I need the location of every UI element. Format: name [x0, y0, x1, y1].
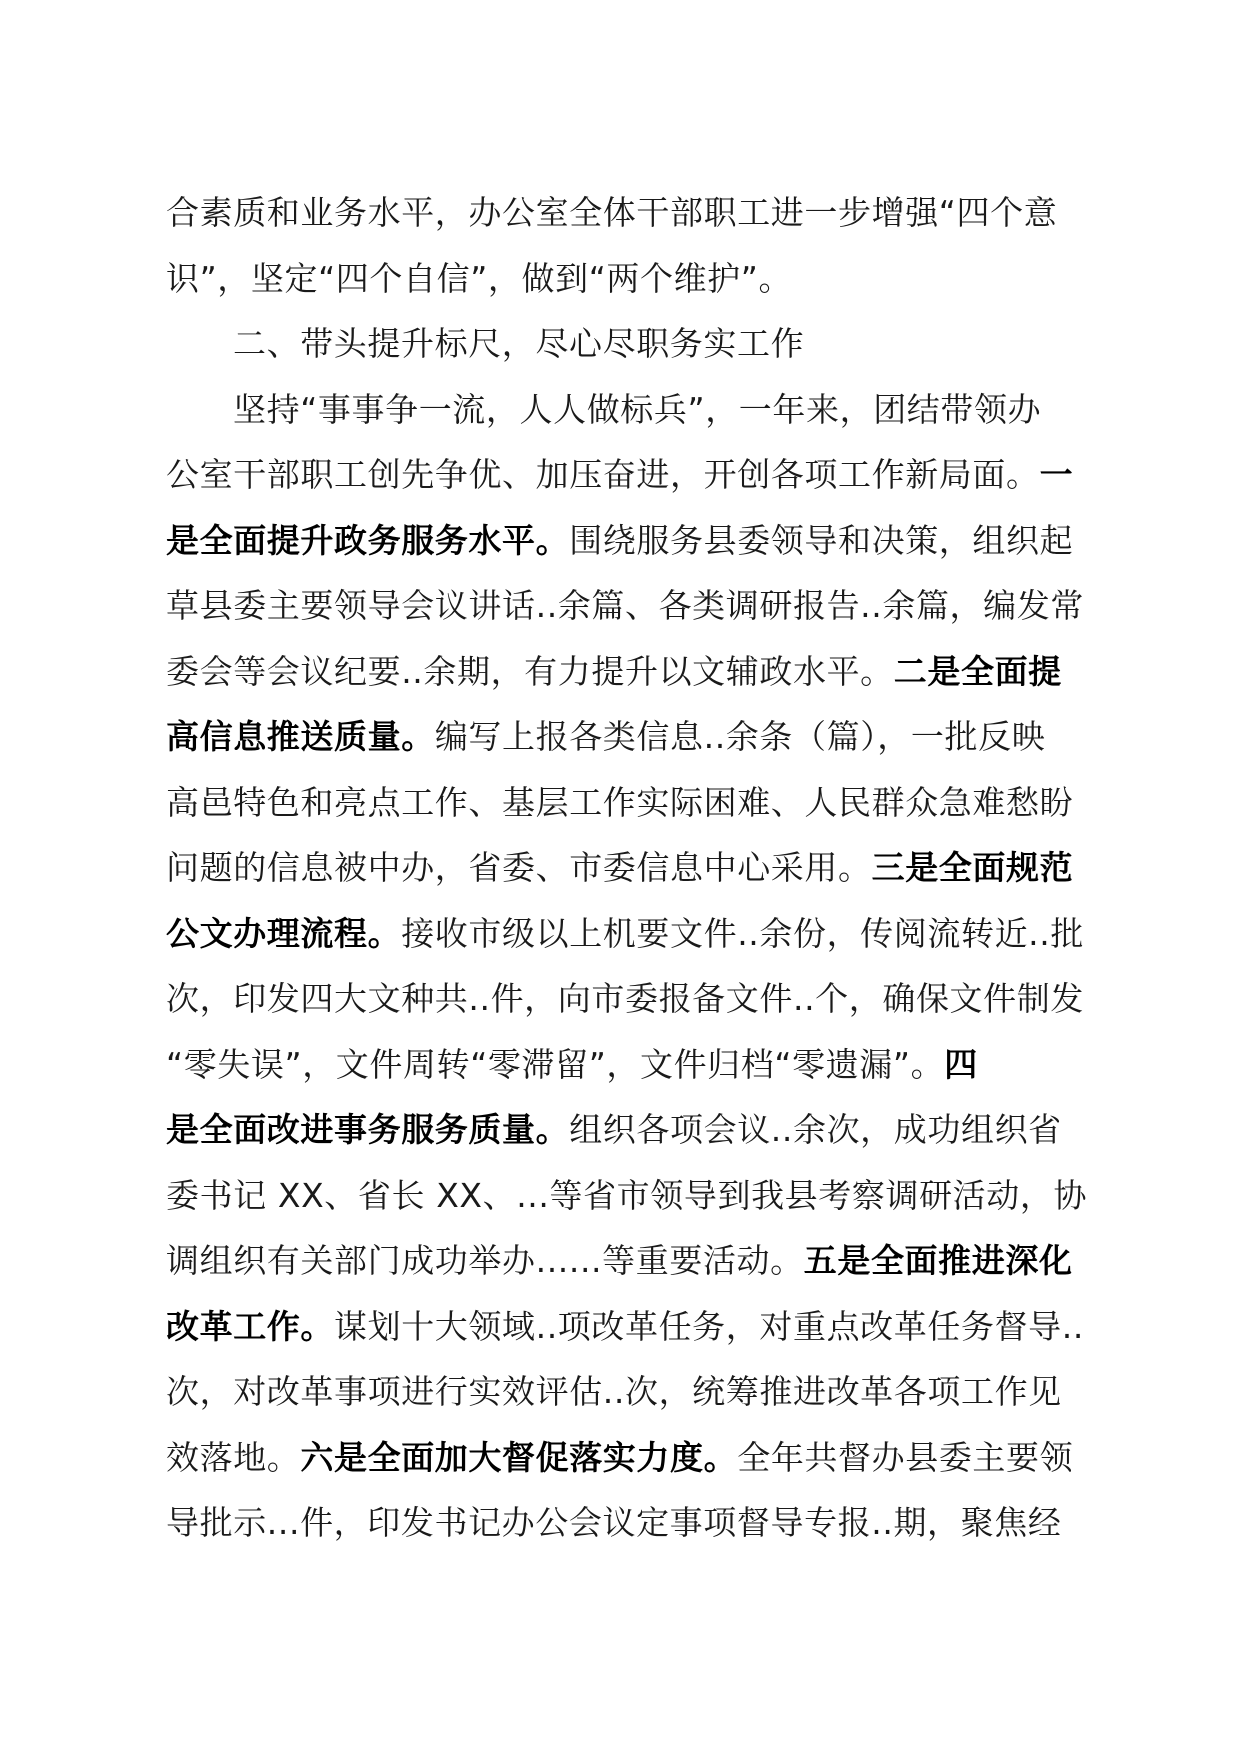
- section-heading: [166, 311, 1076, 377]
- text-line: [166, 442, 1076, 508]
- text-line: [166, 1032, 1076, 1098]
- text-line: [166, 1097, 1076, 1163]
- bold-run: 一: [1039, 455, 1074, 494]
- text-run: 高邑特色和亮点工作、基层工作实际困难、人民群众急难愁盼: [166, 782, 1074, 822]
- text-line: [166, 1359, 1076, 1425]
- text-run: 全年共督办县委主要领: [737, 1437, 1074, 1477]
- text-line: [166, 246, 1076, 312]
- text-line: [166, 1425, 1076, 1491]
- text-line: [166, 901, 1084, 967]
- body-text: [166, 180, 1088, 1556]
- text-run: 委书记 XX、省长 XX、...等省市领导到我县考察调研活动，协: [166, 1175, 1088, 1215]
- text-run: 谋划十大领域..项改革任务，对重点改革任务督导..: [334, 1306, 1084, 1346]
- bold-run: 三是全面规范: [871, 848, 1074, 887]
- text-run: 合素质和业务水平，办公室全体干部职工进一步增强“四个意: [166, 193, 1058, 232]
- text-run: 组织各项会议..余次，成功组织省: [569, 1110, 1062, 1149]
- text-run: 二、带头提升标尺，尽心尽职务实工作: [233, 324, 805, 363]
- text-run: 问题的信息被中办，省委、市委信息中心采用。: [166, 848, 872, 887]
- text-run: 次，印发四大文种共..件，向市委报备文件..个，确保文件制发: [166, 979, 1084, 1018]
- text-run: 效落地。: [166, 1437, 301, 1477]
- text-line: [166, 508, 1076, 574]
- text-run: 公室干部职工创先争优、加压奋进，开创各项工作新局面。: [166, 455, 1040, 494]
- text-line: [166, 966, 1084, 1032]
- text-run: 识”，坚定“四个自信”，做到“两个维护”。: [166, 258, 793, 298]
- bold-run: 二是全面提: [893, 651, 1062, 691]
- text-line: [166, 1294, 1084, 1360]
- text-run: “零失误”，文件周转“零滞留”，文件归档“零遗漏”。: [166, 1044, 945, 1084]
- bold-run: 是全面改进事务服务质量。: [166, 1110, 570, 1149]
- text-run: 接收市级以上机要文件..余份，传阅流转近..批: [401, 913, 1084, 953]
- text-run: 编写上报各类信息..余条（篇），一批反映: [434, 717, 1046, 756]
- text-line: [166, 1490, 1076, 1556]
- text-line: [166, 180, 1076, 246]
- text-line: [166, 770, 1076, 836]
- text-run: 坚持“事事争一流，人人做标兵”，一年来，团结带领办: [233, 389, 1042, 429]
- text-line: [166, 1163, 1088, 1229]
- text-line: [166, 377, 1076, 443]
- text-line: [166, 1228, 1076, 1294]
- bold-run: 改革工作。: [166, 1306, 334, 1346]
- text-line: [166, 835, 1076, 901]
- bold-run: 六是全面加大督促落实力度。: [300, 1437, 738, 1477]
- text-run: 草县委主要领导会议讲话..余篇、各类调研报告..余篇，编发常: [166, 586, 1084, 625]
- text-run: 调组织有关部门成功举办......等重要活动。: [166, 1241, 804, 1280]
- text-line: [166, 639, 1076, 705]
- text-run: 委会等会议纪要..余期，有力提升以文辅政水平。: [166, 651, 894, 691]
- text-line: [166, 573, 1084, 639]
- text-run: 围绕服务县委领导和决策，组织起: [569, 520, 1074, 560]
- text-run: 次，对改革事项进行实效评估..次，统筹推进改革各项工作见: [166, 1372, 1062, 1411]
- bold-run: 公文办理流程。: [166, 913, 402, 953]
- bold-run: 是全面提升政务服务水平。: [166, 520, 570, 560]
- bold-run: 高信息推送质量。: [166, 717, 435, 756]
- bold-run: 四: [944, 1044, 978, 1084]
- text-run: 导批示...件，印发书记办公会议定事项督导专报..期，聚焦经: [166, 1503, 1062, 1542]
- text-line: [166, 704, 1076, 770]
- bold-run: 五是全面推进深化: [803, 1241, 1073, 1280]
